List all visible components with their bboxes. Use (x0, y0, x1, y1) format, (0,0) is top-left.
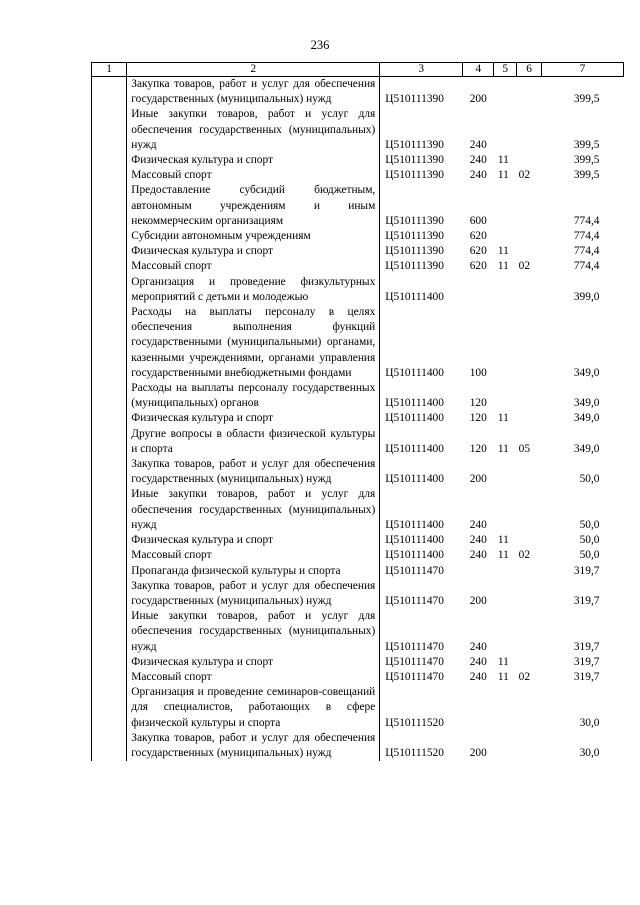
table-row (92, 381, 624, 411)
target-code-cell: Ц510111470 (385, 655, 444, 668)
subsection-cell: 05 (518, 442, 531, 455)
section-cell (494, 229, 517, 244)
row-number-cell (92, 670, 127, 685)
row-number-cell (92, 731, 127, 761)
row-number-cell (92, 77, 127, 108)
table-row (92, 685, 624, 731)
amount-cell: 30,0 (579, 716, 600, 729)
amount-cell: 349,0 (573, 397, 600, 410)
target-code-cell: Ц510111470 (385, 640, 444, 653)
column-header: 2 (127, 63, 380, 77)
section-cell: 11 (497, 534, 509, 547)
table-row (92, 564, 624, 579)
subsection-cell (517, 685, 542, 731)
table-row (92, 427, 624, 457)
target-code-cell: Ц510111520 (385, 746, 444, 759)
subsection-cell: 02 (518, 260, 531, 273)
item-name-cell: Закупка товаров, работ и услуг для обеспечения государственных (муниципальных) нужд (127, 579, 380, 609)
target-code-cell: Ц510111400 (385, 518, 444, 531)
row-number-cell (92, 275, 127, 305)
amount-cell: 50,0 (579, 549, 600, 562)
amount-cell: 319,7 (573, 670, 600, 683)
row-number-cell (92, 685, 127, 731)
row-number-cell (92, 487, 127, 533)
section-cell (494, 564, 517, 579)
section-cell: 11 (497, 670, 509, 683)
amount-cell: 319,7 (573, 594, 600, 607)
row-number-cell (92, 579, 127, 609)
table-row (92, 259, 624, 274)
target-code-cell: Ц510111400 (385, 412, 444, 425)
item-name-cell: Иные закупки товаров, работ и услуг для обеспечения государственных (муниципальных) нужд (127, 107, 380, 153)
expense-type-cell: 200 (469, 93, 487, 106)
item-name-cell: Массовый спорт (127, 548, 380, 563)
subsection-cell (517, 244, 542, 259)
row-number-cell (92, 609, 127, 655)
table-row (92, 487, 624, 533)
row-number-cell (92, 259, 127, 274)
table-row (92, 548, 624, 563)
subsection-cell: 02 (518, 670, 531, 683)
item-name-cell: Расходы на выплаты персоналу государственных (муниципальных) органов (127, 381, 380, 411)
item-name-cell: Иные закупки товаров, работ и услуг для обеспечения государственных (муниципальных) нужд (127, 487, 380, 533)
table-row (92, 153, 624, 168)
section-cell (494, 609, 517, 655)
row-number-cell (92, 107, 127, 153)
expense-type-cell: 120 (469, 442, 487, 455)
item-name-cell: Физическая культура и спорт (127, 411, 380, 426)
column-header: 1 (92, 63, 127, 77)
row-number-cell (92, 533, 127, 548)
expense-type-cell: 200 (469, 473, 487, 486)
subsection-cell (517, 457, 542, 487)
row-number-cell (92, 305, 127, 381)
expense-type-cell: 620 (469, 260, 487, 273)
target-code-cell: Ц510111390 (385, 154, 444, 167)
item-name-cell: Предоставление субсидий бюджетным, автономным учреждениям и иным некоммерческим организациям (127, 183, 380, 229)
table-row (92, 305, 624, 381)
table-row (92, 168, 624, 183)
table-row (92, 183, 624, 229)
table-row (92, 579, 624, 609)
table-row (92, 655, 624, 670)
expense-type-cell: 600 (469, 214, 487, 227)
table-row (92, 244, 624, 259)
target-code-cell: Ц510111400 (385, 473, 444, 486)
section-cell (494, 107, 517, 153)
expense-type-cell: 200 (469, 746, 487, 759)
table-row (92, 107, 624, 153)
item-name-cell: Физическая культура и спорт (127, 533, 380, 548)
expense-type-cell: 240 (469, 640, 487, 653)
item-name-cell: Массовый спорт (127, 168, 380, 183)
section-cell: 11 (497, 169, 509, 182)
target-code-cell: Ц510111400 (385, 534, 444, 547)
section-cell (494, 77, 517, 108)
amount-cell: 319,7 (573, 564, 600, 577)
amount-cell: 50,0 (579, 518, 600, 531)
amount-cell: 319,7 (573, 655, 600, 668)
amount-cell: 774,4 (573, 230, 600, 243)
row-number-cell (92, 153, 127, 168)
section-cell (494, 183, 517, 229)
table-row (92, 731, 624, 761)
target-code-cell: Ц510111390 (385, 260, 444, 273)
amount-cell: 399,5 (573, 154, 600, 167)
row-number-cell (92, 183, 127, 229)
row-number-cell (92, 229, 127, 244)
target-code-cell: Ц510111400 (385, 366, 444, 379)
subsection-cell (517, 305, 542, 381)
amount-cell: 399,0 (573, 290, 600, 303)
item-name-cell: Другие вопросы в области физической культуры и спорта (127, 427, 380, 457)
amount-cell: 399,5 (573, 169, 600, 182)
row-number-cell (92, 411, 127, 426)
item-name-cell: Расходы на выплаты персоналу в целях обеспечения выполнения функций государственными (муниципальными) органами, казенными учреждениями, органами управления государственными внебюджетными фондами (127, 305, 380, 381)
expense-type-cell (463, 685, 494, 731)
column-header: 5 (494, 63, 517, 77)
item-name-cell: Организация и проведение физкультурных мероприятий с детьми и молодежью (127, 275, 380, 305)
table-row (92, 275, 624, 305)
table-row (92, 533, 624, 548)
section-cell (494, 579, 517, 609)
amount-cell: 349,0 (573, 412, 600, 425)
subsection-cell (517, 655, 542, 670)
expense-type-cell (463, 275, 494, 305)
expense-type-cell: 240 (469, 534, 487, 547)
amount-cell: 399,5 (573, 138, 600, 151)
subsection-cell (517, 183, 542, 229)
item-name-cell: Закупка товаров, работ и услуг для обеспечения государственных (муниципальных) нужд (127, 457, 380, 487)
section-cell: 11 (497, 655, 509, 668)
amount-cell: 349,0 (573, 442, 600, 455)
expense-type-cell: 240 (469, 518, 487, 531)
target-code-cell: Ц510111520 (385, 716, 444, 729)
subsection-cell (517, 533, 542, 548)
expense-type-cell: 240 (469, 670, 487, 683)
expense-type-cell: 240 (469, 655, 487, 668)
target-code-cell: Ц510111390 (385, 230, 444, 243)
section-cell: 11 (497, 245, 509, 258)
expense-type-cell: 120 (469, 397, 487, 410)
target-code-cell: Ц510111390 (385, 169, 444, 182)
section-cell: 11 (497, 549, 509, 562)
expense-type-cell: 240 (469, 549, 487, 562)
table-row (92, 609, 624, 655)
row-number-cell (92, 457, 127, 487)
row-number-cell (92, 244, 127, 259)
subsection-cell (517, 579, 542, 609)
column-header: 6 (517, 63, 542, 77)
amount-cell: 50,0 (579, 473, 600, 486)
amount-cell: 50,0 (579, 534, 600, 547)
item-name-cell: Физическая культура и спорт (127, 153, 380, 168)
amount-cell: 774,4 (573, 245, 600, 258)
subsection-cell (517, 107, 542, 153)
item-name-cell: Иные закупки товаров, работ и услуг для обеспечения государственных (муниципальных) нужд (127, 609, 380, 655)
expense-type-cell: 240 (469, 138, 487, 151)
column-header: 4 (463, 63, 494, 77)
section-cell (494, 457, 517, 487)
section-cell: 11 (497, 260, 509, 273)
target-code-cell: Ц510111470 (385, 670, 444, 683)
target-code-cell: Ц510111400 (385, 397, 444, 410)
table-header-row (92, 63, 624, 77)
amount-cell: 399,5 (573, 93, 600, 106)
row-number-cell (92, 548, 127, 563)
table-row (92, 229, 624, 244)
target-code-cell: Ц510111390 (385, 138, 444, 151)
item-name-cell: Физическая культура и спорт (127, 655, 380, 670)
expense-type-cell: 100 (469, 366, 487, 379)
section-cell (494, 731, 517, 761)
subsection-cell (517, 487, 542, 533)
item-name-cell: Организация и проведение семинаров-совещаний для специалистов, работающих в сфере физической культуры и спорта (127, 685, 380, 731)
section-cell (494, 381, 517, 411)
item-name-cell: Физическая культура и спорт (127, 244, 380, 259)
expense-type-cell: 240 (469, 154, 487, 167)
expense-type-cell: 120 (469, 412, 487, 425)
subsection-cell (517, 229, 542, 244)
table-row (92, 411, 624, 426)
target-code-cell: Ц510111390 (385, 245, 444, 258)
expense-type-cell: 620 (469, 245, 487, 258)
subsection-cell (517, 609, 542, 655)
item-name-cell: Массовый спорт (127, 259, 380, 274)
budget-table (91, 62, 624, 761)
section-cell (494, 685, 517, 731)
table-body (92, 77, 624, 762)
subsection-cell (517, 77, 542, 108)
section-cell: 11 (497, 442, 509, 455)
row-number-cell (92, 427, 127, 457)
target-code-cell: Ц510111400 (385, 549, 444, 562)
table-row (92, 670, 624, 685)
amount-cell: 774,4 (573, 214, 600, 227)
table-row (92, 457, 624, 487)
table-row (92, 77, 624, 108)
item-name-cell: Субсидии автономным учреждениям (127, 229, 380, 244)
row-number-cell (92, 381, 127, 411)
subsection-cell (517, 275, 542, 305)
amount-cell: 349,0 (573, 366, 600, 379)
subsection-cell (517, 731, 542, 761)
item-name-cell: Закупка товаров, работ и услуг для обеспечения государственных (муниципальных) нужд (127, 731, 380, 761)
target-code-cell: Ц510111400 (385, 442, 444, 455)
amount-cell: 30,0 (579, 746, 600, 759)
section-cell (494, 275, 517, 305)
row-number-cell (92, 168, 127, 183)
expense-type-cell: 240 (469, 169, 487, 182)
target-code-cell: Ц510111390 (385, 93, 444, 106)
subsection-cell (517, 381, 542, 411)
section-cell: 11 (497, 154, 509, 167)
item-name-cell: Пропаганда физической культуры и спорта (127, 564, 380, 579)
item-name-cell: Массовый спорт (127, 670, 380, 685)
row-number-cell (92, 564, 127, 579)
subsection-cell (517, 411, 542, 426)
target-code-cell: Ц510111400 (385, 290, 444, 303)
subsection-cell (517, 153, 542, 168)
subsection-cell: 02 (518, 169, 531, 182)
expense-type-cell: 200 (469, 594, 487, 607)
section-cell (494, 305, 517, 381)
amount-cell: 774,4 (573, 260, 600, 273)
column-header: 7 (542, 63, 624, 77)
section-cell (494, 487, 517, 533)
subsection-cell (517, 564, 542, 579)
column-header: 3 (380, 63, 463, 77)
item-name-cell: Закупка товаров, работ и услуг для обеспечения государственных (муниципальных) нужд (127, 77, 380, 108)
amount-cell: 319,7 (573, 640, 600, 653)
target-code-cell: Ц510111470 (385, 564, 444, 577)
subsection-cell: 02 (518, 549, 531, 562)
target-code-cell: Ц510111470 (385, 594, 444, 607)
target-code-cell: Ц510111390 (385, 214, 444, 227)
expense-type-cell (463, 564, 494, 579)
section-cell: 11 (497, 412, 509, 425)
page-number: 236 (310, 38, 330, 52)
row-number-cell (92, 655, 127, 670)
expense-type-cell: 620 (469, 230, 487, 243)
